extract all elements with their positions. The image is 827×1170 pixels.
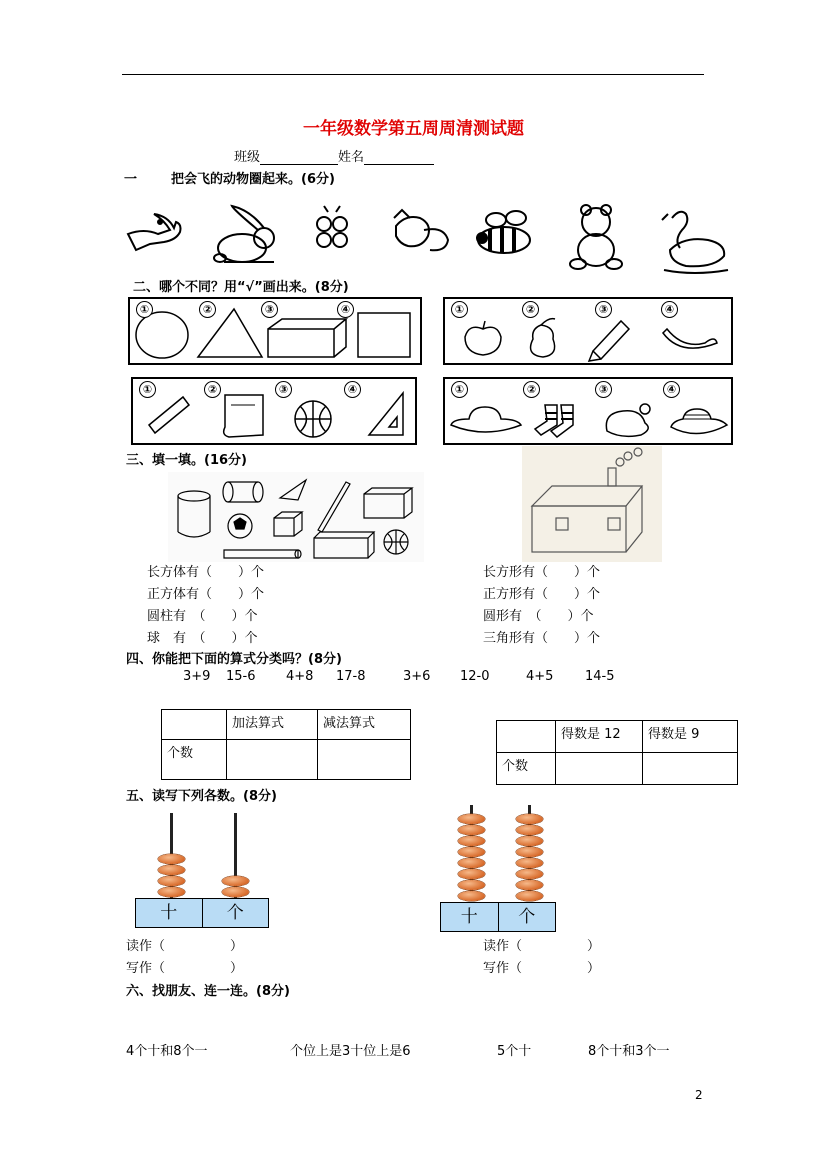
option-marker-3: ③ (261, 301, 278, 318)
match-item[interactable]: 8个十和3个一 (588, 1044, 670, 1059)
section-4-heading: 四、你能把下面的算式分类吗？(8分) (126, 652, 342, 667)
abacus-bead (222, 876, 249, 886)
fill-item[interactable]: 长方形有（ ）个 (483, 565, 601, 580)
abacus-bead (516, 858, 543, 868)
match-item[interactable]: 5个十 (497, 1044, 532, 1059)
class-blank[interactable] (260, 150, 338, 165)
read-as-field[interactable]: 读作（ ） (126, 939, 244, 954)
expression: 12-0 (460, 669, 490, 684)
abacus-bead (158, 865, 185, 875)
fill-list-right (483, 562, 600, 650)
abacus-bead (158, 887, 185, 897)
page-title: 一年级数学第五周周清测试题 (303, 119, 524, 139)
table-header: 得数是 12 (556, 721, 643, 753)
fill-item[interactable]: 长方体有（ ）个 (147, 565, 265, 580)
ruler-icon[interactable] (149, 397, 189, 433)
class-label: 班级 (234, 150, 261, 165)
option-marker-3: ③ (275, 381, 292, 398)
abacus-bead (458, 825, 485, 835)
swan-icon[interactable] (662, 212, 728, 273)
expression: 3+6 (403, 669, 431, 684)
abacus-bead (158, 854, 185, 864)
option-marker-4: ④ (663, 381, 680, 398)
notebook-icon[interactable] (224, 395, 263, 437)
tens-label: 十 (460, 907, 478, 927)
table-row-label: 个数 (497, 753, 556, 785)
option-marker-2: ② (522, 301, 539, 318)
section-1-number: 一 (124, 172, 138, 187)
expression: 15-6 (226, 669, 256, 684)
section-2-heading: 二、哪个不同？用“√”画出来。(8分) (133, 280, 349, 295)
answer-cell[interactable] (227, 740, 318, 780)
ones-label: 个 (498, 903, 556, 931)
cuboid-shape-icon[interactable] (268, 319, 346, 357)
tens-label: 十 (160, 903, 178, 923)
section-3-heading: 三、填一填。(16分) (126, 453, 247, 468)
rabbit-icon[interactable] (214, 206, 274, 262)
choice-box-clothing (443, 377, 733, 445)
pear-icon[interactable] (531, 319, 555, 357)
basketball-icon (384, 530, 408, 554)
abacus-bead (516, 825, 543, 835)
table-header: 减法算式 (318, 710, 411, 740)
choice-box-shapes (128, 297, 422, 365)
option-marker-1: ① (451, 301, 468, 318)
name-label: 姓名 (338, 150, 365, 165)
table-header: 加法算式 (227, 710, 318, 740)
apple-icon[interactable] (465, 321, 501, 355)
write-as-field[interactable]: 写作（ ） (126, 961, 244, 976)
bird-icon[interactable] (128, 214, 181, 250)
option-marker-1: ① (136, 301, 153, 318)
section-1-text: 把会飞的动物圈起来。(6分) (171, 172, 335, 187)
write-as-field[interactable]: 写作（ ） (483, 961, 601, 976)
abacus-bead (458, 891, 485, 901)
answer-cell[interactable] (318, 740, 411, 780)
abacus-2-answers (483, 936, 600, 980)
name-blank[interactable] (364, 150, 434, 165)
house-picture (522, 446, 662, 562)
section-6-heading: 六、找朋友、连一连。(8分) (126, 984, 290, 999)
expression: 4+5 (526, 669, 554, 684)
square-shape-icon[interactable] (358, 313, 410, 357)
option-marker-4: ④ (661, 301, 678, 318)
set-square-icon[interactable] (369, 393, 403, 435)
abacus-bead (516, 814, 543, 824)
bear-icon[interactable] (570, 205, 622, 269)
hat-icon[interactable] (451, 407, 521, 432)
abacus-bead (458, 869, 485, 879)
fill-item[interactable]: 三角形有（ ）个 (483, 631, 601, 646)
choice-box-stationery (131, 377, 417, 445)
fill-item[interactable]: 圆形有 （ ）个 (483, 609, 594, 624)
abacus-bead (158, 876, 185, 886)
abacus-bead (458, 858, 485, 868)
fill-list-left (147, 562, 264, 650)
cap-icon[interactable] (606, 404, 650, 436)
answer-cell[interactable] (643, 753, 738, 785)
option-marker-3: ③ (595, 381, 612, 398)
banana-icon[interactable] (663, 329, 717, 348)
section-5-heading: 五、读写下列各数。(8分) (126, 789, 277, 804)
match-item[interactable]: 个位上是3十位上是6 (290, 1044, 411, 1059)
expression: 17-8 (336, 669, 366, 684)
table-row-label: 个数 (162, 740, 227, 780)
fill-item[interactable]: 球 有 （ ）个 (147, 631, 258, 646)
option-marker-1: ① (451, 381, 468, 398)
abacus-base (135, 898, 269, 928)
abacus-bead (516, 847, 543, 857)
abacus-bead (516, 891, 543, 901)
fill-item[interactable]: 圆柱有 （ ）个 (147, 609, 258, 624)
option-marker-4: ④ (344, 381, 361, 398)
result-table (496, 720, 738, 785)
abacus-bead (222, 887, 249, 897)
abacus-bead (458, 880, 485, 890)
pencil-icon[interactable] (589, 321, 629, 361)
addition-subtraction-table (161, 709, 411, 780)
table-corner-cell (162, 710, 227, 740)
student-info (234, 146, 434, 165)
fill-item[interactable]: 正方形有（ ）个 (483, 587, 601, 602)
table-corner-cell (497, 721, 556, 753)
squirrel-icon[interactable] (394, 210, 448, 250)
abacus-bead (516, 869, 543, 879)
expression: 3+9 (183, 669, 211, 684)
butterfly-icon[interactable] (317, 206, 347, 247)
animal-row (124, 200, 734, 275)
straw-hat-icon[interactable] (671, 409, 727, 434)
choice-box-fruits (443, 297, 733, 365)
read-as-field[interactable]: 读作（ ） (483, 939, 601, 954)
abacus-bead (458, 847, 485, 857)
option-marker-2: ② (523, 381, 540, 398)
table-header: 得数是 9 (643, 721, 738, 753)
abacus-bead (516, 836, 543, 846)
abacus-bead (458, 814, 485, 824)
match-item[interactable]: 4个十和8个一 (126, 1044, 208, 1059)
solid-figures-picture (168, 472, 424, 562)
expression: 14-5 (585, 669, 615, 684)
abacus-1-answers (126, 936, 243, 980)
abacus-base (440, 902, 556, 932)
abacus-bead (516, 880, 543, 890)
header-rule (122, 74, 704, 75)
option-marker-2: ② (199, 301, 216, 318)
answer-cell[interactable] (556, 753, 643, 785)
fill-item[interactable]: 正方体有（ ）个 (147, 587, 265, 602)
abacus-bead (458, 836, 485, 846)
circle-shape-icon[interactable] (136, 312, 188, 358)
ones-label: 个 (202, 899, 269, 927)
option-marker-1: ① (139, 381, 156, 398)
ball-icon[interactable] (295, 401, 331, 437)
page-number: 2 (695, 1088, 703, 1102)
section-1-heading (124, 168, 335, 187)
option-marker-4: ④ (337, 301, 354, 318)
option-marker-3: ③ (595, 301, 612, 318)
socks-icon[interactable] (535, 405, 573, 437)
expression: 4+8 (286, 669, 314, 684)
matching-items (126, 1040, 726, 1060)
bee-icon[interactable] (477, 211, 530, 253)
option-marker-2: ② (204, 381, 221, 398)
